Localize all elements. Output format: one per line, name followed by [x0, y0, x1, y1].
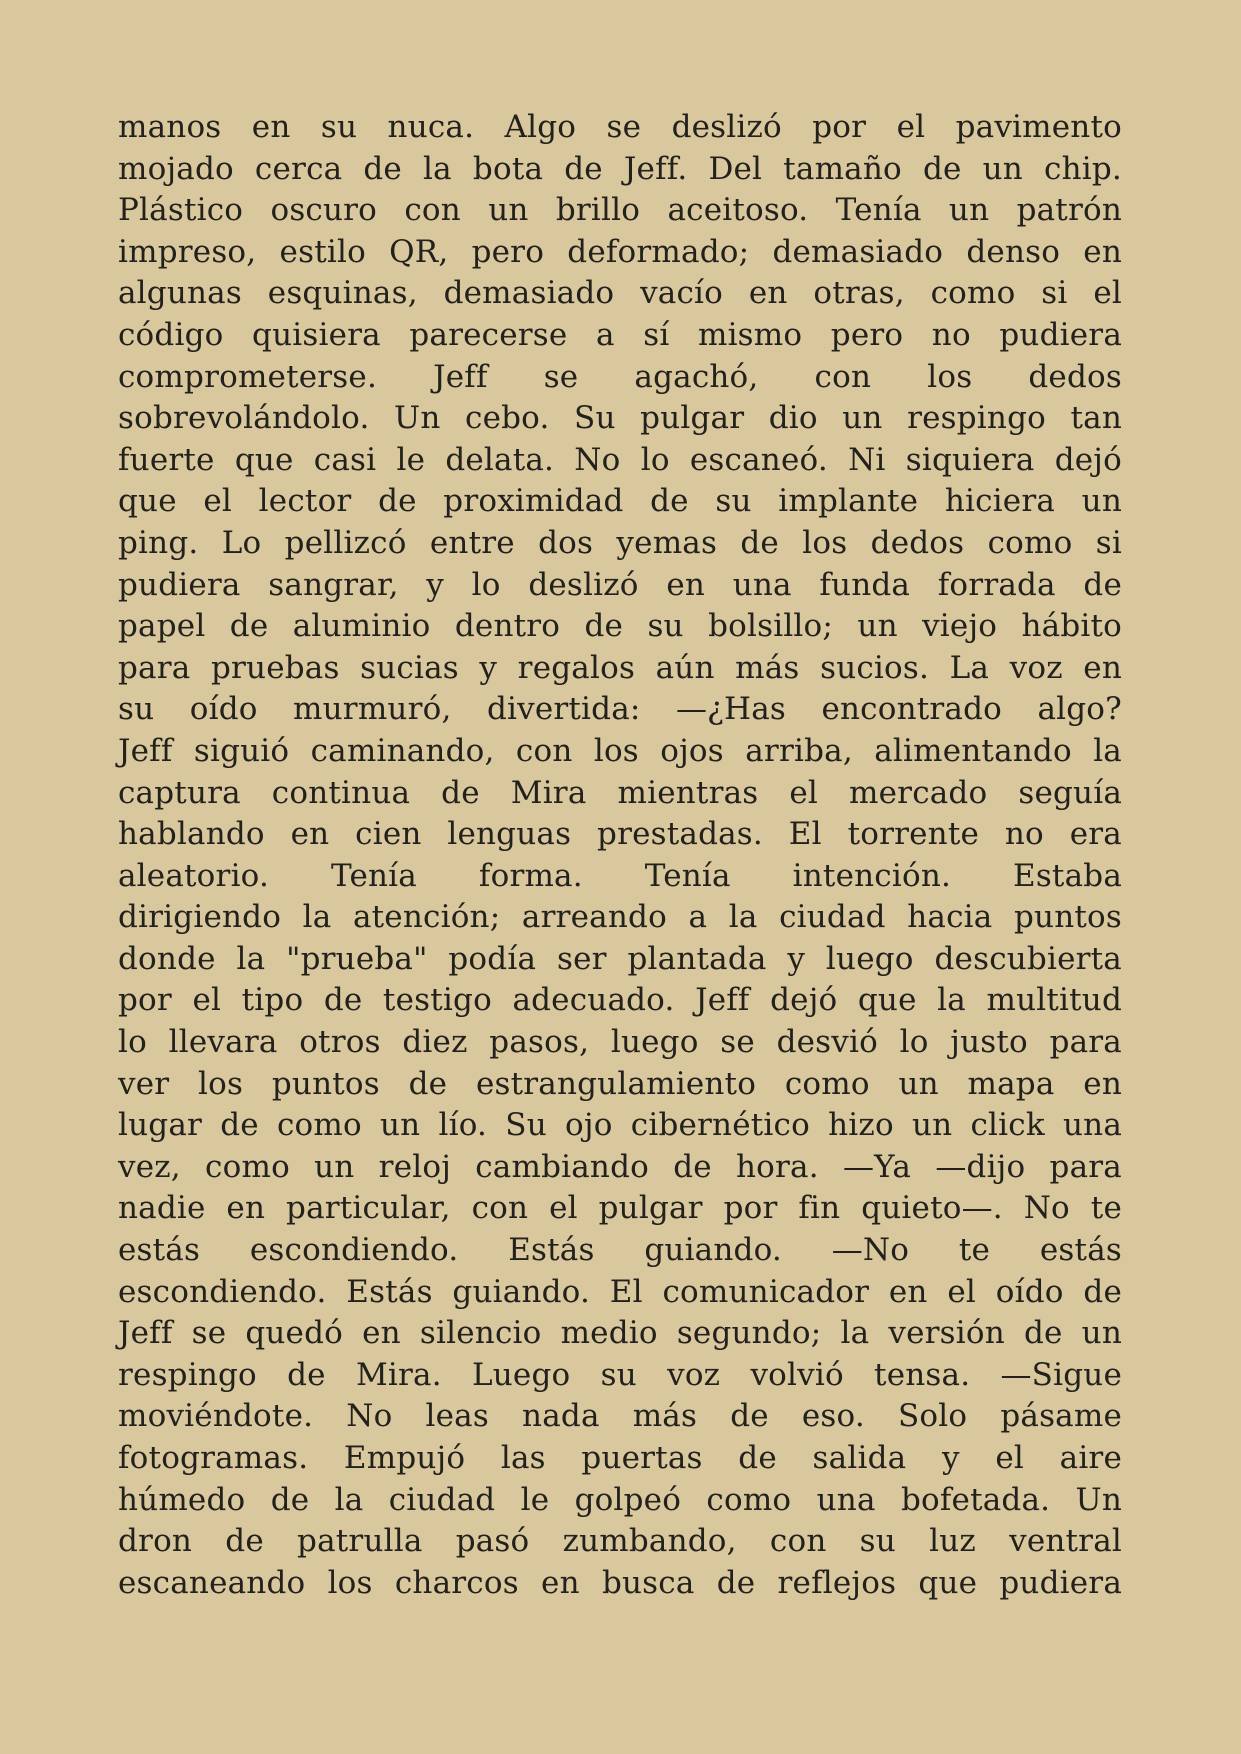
text-line: aleatorio. Tenía forma. Tenía intención. Estaba: [118, 857, 1122, 894]
text-line: lo llevara otros diez pasos, luego se desvió lo justo para: [118, 1024, 1122, 1061]
text-line: sobrevolándolo. Un cebo. Su pulgar dio un respingo tan: [118, 400, 1122, 437]
text-line: Jeff siguió caminando, con los ojos arriba, alimentando la: [118, 732, 1122, 769]
text-line: escondiendo. Estás guiando. El comunicador en el oído de: [118, 1273, 1122, 1310]
text-line: Jeff se quedó en silencio medio segundo; la versión de un: [118, 1315, 1122, 1352]
text-line: hablando en cien lenguas prestadas. El torrente no era: [118, 816, 1122, 853]
text-line: nadie en particular, con el pulgar por fin quieto—. No te: [118, 1190, 1122, 1227]
text-line: escaneando los charcos en busca de reflejos que pudiera: [118, 1564, 1122, 1601]
text-line: código quisiera parecerse a sí mismo pero no pudiera: [118, 316, 1122, 353]
text-line: captura continua de Mira mientras el mercado seguía: [118, 774, 1122, 811]
text-line: manos en su nuca. Algo se deslizó por el pavimento: [118, 109, 1122, 145]
text-line: moviéndote. No leas nada más de eso. Solo pásame: [118, 1398, 1122, 1435]
text-line: algunas esquinas, demasiado vacío en otras, como si el: [118, 275, 1122, 312]
text-line: mojado cerca de la bota de Jeff. Del tamaño de un chip.: [118, 150, 1122, 187]
text-line: Plástico oscuro con un brillo aceitoso. Tenía un patrón: [118, 192, 1122, 229]
page-text: [118, 107, 1122, 1604]
text-line: húmedo de la ciudad le golpeó como una bofetada. Un: [118, 1481, 1122, 1518]
text-line: respingo de Mira. Luego su voz volvió tensa. —Sigue: [118, 1356, 1122, 1393]
text-line: donde la "prueba" podía ser plantada y luego descubierta: [118, 940, 1122, 977]
text-line: que el lector de proximidad de su implante hiciera un: [118, 483, 1122, 520]
text-line: impreso, estilo QR, pero deformado; demasiado denso en: [118, 233, 1122, 270]
text-line: estás escondiendo. Estás guiando. —No te estás: [118, 1232, 1122, 1269]
text-line: fotogramas. Empujó las puertas de salida y el aire: [118, 1440, 1122, 1476]
text-line: para pruebas sucias y regalos aún más sucios. La voz en: [118, 649, 1122, 686]
text-line: ver los puntos de estrangulamiento como un mapa en: [118, 1065, 1122, 1102]
text-line: por el tipo de testigo adecuado. Jeff dejó que la multitud: [118, 982, 1122, 1019]
text-line: vez, como un reloj cambiando de hora. —Ya —dijo para: [118, 1148, 1122, 1185]
text-line: fuerte que casi le delata. No lo escaneó. Ni siquiera dejó: [118, 441, 1122, 478]
text-line: lugar de como un lío. Su ojo cibernético hizo un click una: [118, 1107, 1122, 1144]
text-line: ping. Lo pellizcó entre dos yemas de los dedos como si: [118, 524, 1122, 561]
text-line: su oído murmuró, divertida: —¿Has encontrado algo?: [118, 691, 1122, 728]
text-line: dirigiendo la atención; arreando a la ciudad hacia puntos: [118, 899, 1122, 936]
text-line: papel de aluminio dentro de su bolsillo; un viejo hábito: [118, 608, 1122, 645]
text-line: comprometerse. Jeff se agachó, con los dedos: [118, 358, 1122, 395]
text-line: pudiera sangrar, y lo deslizó en una funda forrada de: [118, 566, 1122, 603]
text-line: dron de patrulla pasó zumbando, con su luz ventral: [118, 1523, 1122, 1560]
